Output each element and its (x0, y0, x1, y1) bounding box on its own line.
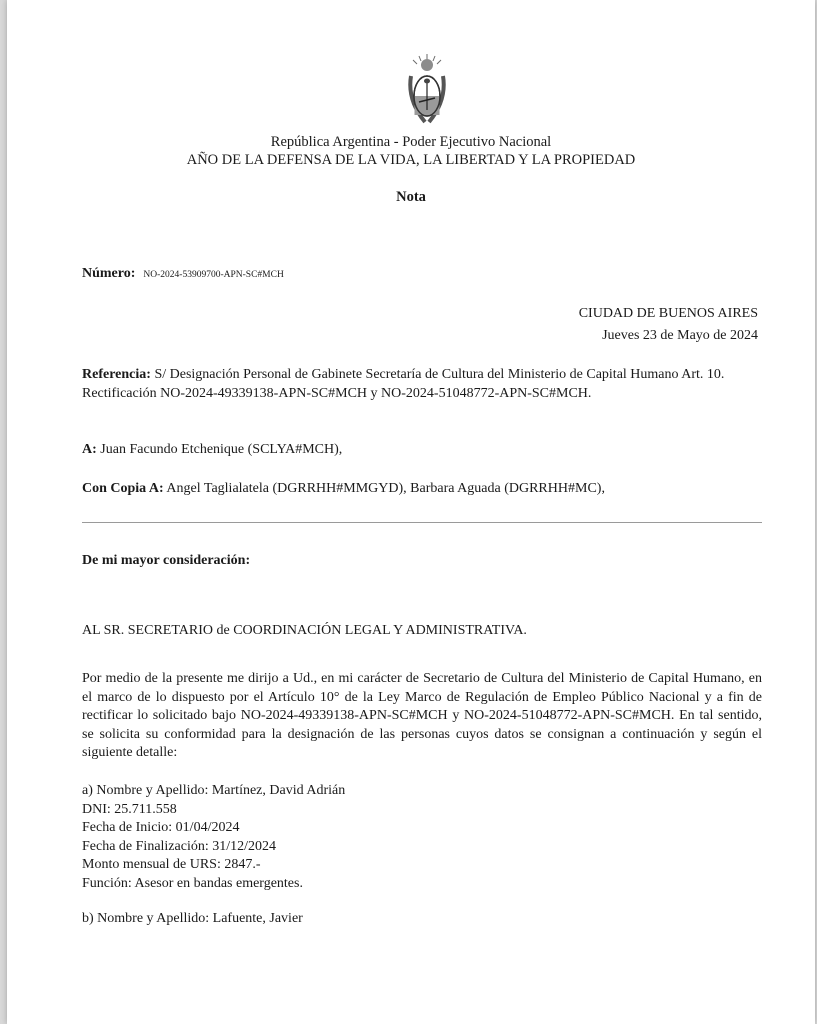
reference (82, 366, 762, 403)
item-a-end-date: Fecha de Finalización: 31/12/2024 (82, 838, 277, 854)
copy-to (82, 480, 762, 499)
item-a-name: a) Nombre y Apellido: Martínez, David Adrián (82, 783, 346, 798)
document-number-value: NO-2024-53909700-APN-SC#MCH (143, 270, 284, 280)
reference-text: S/ Designación Personal de Gabinete Secretaría de Cultura del Ministerio de Capital Humano Art. 10. Rectificación NO-2024-49339138-APN-SC#MCH y NO-2024-51048772-APN-SC#MCH. (82, 367, 725, 401)
designation-item-a (82, 782, 762, 893)
document-page (7, 0, 815, 1024)
recipient-text: Juan Facundo Etchenique (SCLYA#MCH), (100, 442, 343, 457)
document-type-title: Nota (396, 189, 426, 205)
item-a-role: Función: Asesor en bandas emergentes. (82, 875, 303, 891)
designation-item-b (82, 910, 762, 929)
date: Jueves 23 de Mayo de 2024 (602, 328, 758, 343)
item-b-name: b) Nombre y Apellido: Lafuente, Javier (82, 911, 303, 926)
header-year-motto: AÑO DE LA DEFENSA DE LA VIDA, LA LIBERTAD Y LA PROPIEDAD (186, 152, 636, 168)
copy-to-text: Angel Taglialatela (DGRRHH#MMGYD), Barbara Aguada (DGRRHH#MC), (166, 481, 605, 496)
document-number-label: Número: (82, 266, 136, 281)
greeting: De mi mayor consideración: (82, 553, 251, 568)
header-government-line: República Argentina - Poder Ejecutivo Nacional (270, 134, 552, 150)
recipient-label: A: (82, 442, 97, 457)
copy-to-label: Con Copia A: (82, 481, 164, 496)
divider (82, 522, 762, 523)
item-a-start-date: Fecha de Inicio: 01/04/2024 (82, 820, 240, 835)
place: CIUDAD DE BUENOS AIRES (578, 306, 758, 321)
argentina-coat-of-arms-icon (405, 52, 449, 128)
reference-label: Referencia: (82, 367, 151, 382)
item-a-monthly-pay: Monto mensual de URS: 2847.- (82, 857, 261, 872)
body-paragraph: Por medio de la presente me dirijo a Ud., en mi carácter de Secretario de Cultura del Ministerio de Capital Humano, en el marco de lo dispuesto por el Artículo 10° de la Ley Marco de Regulación de Empleo Público Nacional y a fin de rectificar lo solicitado bajo NO-2024-49339138-APN-SC#MCH y NO-2024-51048772-APN-SC#MCH. En tal sentido, se solicita su conformidad para la designación de las personas cuyos datos se consignan a continuación y según el siguiente detalle: (82, 671, 762, 760)
recipient (82, 441, 762, 460)
item-a-dni: DNI: 25.711.558 (82, 801, 177, 817)
addressee: AL SR. SECRETARIO de COORDINACIÓN LEGAL Y ADMINISTRATIVA. (82, 623, 527, 638)
document-number (82, 266, 284, 282)
